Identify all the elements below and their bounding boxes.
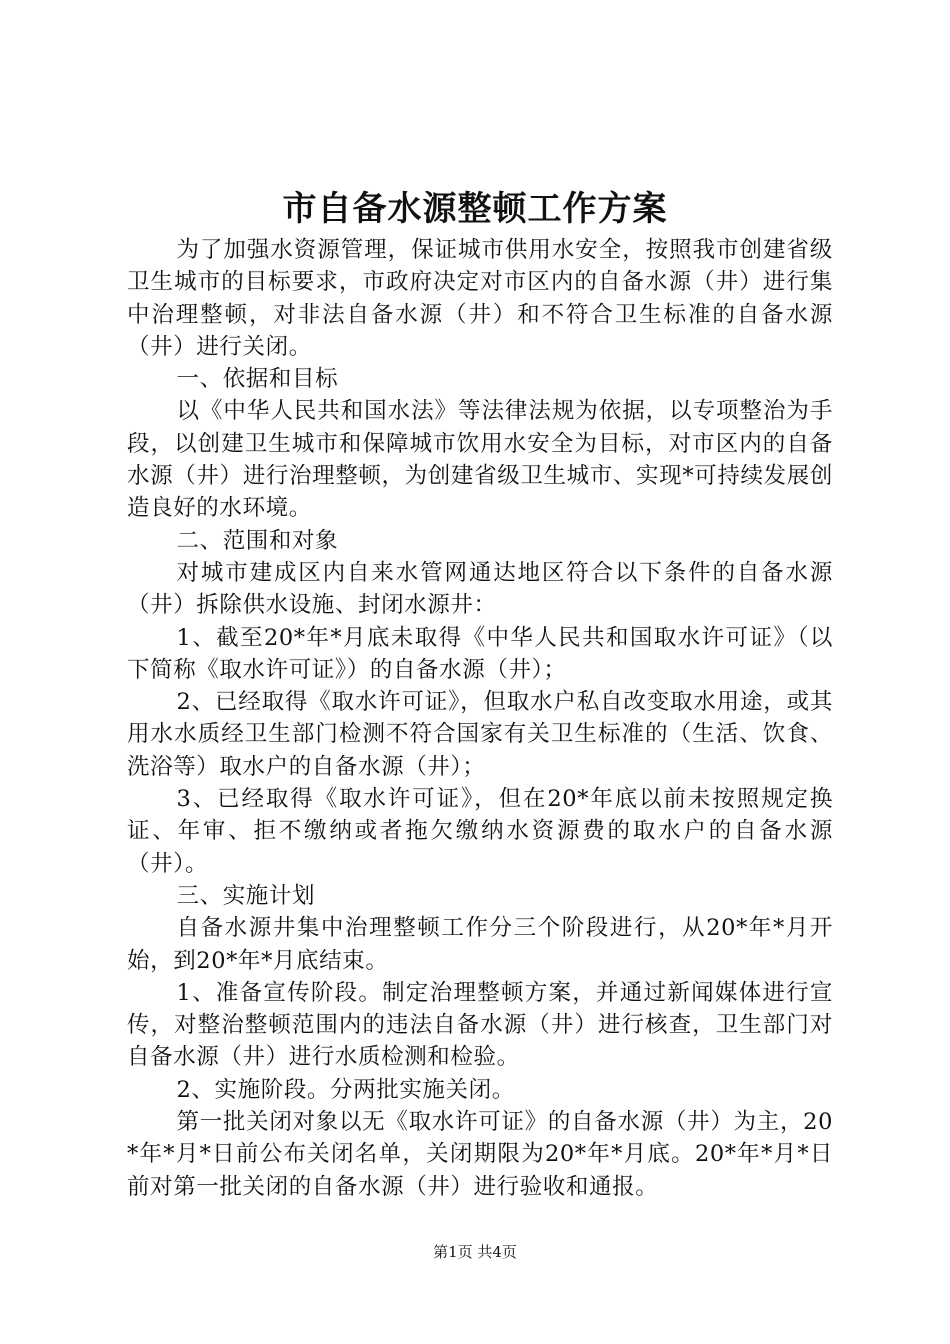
document-title: 市自备水源整顿工作方案 <box>282 189 668 229</box>
list-item-plan-2: 2、实施阶段。分两批实施关闭。 <box>176 1076 515 1103</box>
list-item-scope-2: 2、已经取得《取水许可证》，但取水户私自改变取水用途，或其用水水质经卫生部门检测不符合国家有关卫生标准的（生活、饮食、洗浴等）取水户的自备水源（井）； <box>127 689 833 780</box>
section-heading-basis: 一、依据和目标 <box>176 366 339 393</box>
page-footer: 第1页 共4页 <box>433 1243 517 1261</box>
paragraph-scope: 对城市建成区内自来水管网通达地区符合以下条件的自备水源（井）拆除供水设施、封闭水源井： <box>127 559 833 619</box>
list-item-scope-3: 3、已经取得《取水许可证》，但在20*年底以前未按照规定换证、年审、拒不缴纳或者拖欠缴纳水资源费的取水户的自备水源（井）。 <box>127 786 833 877</box>
list-item-plan-1: 1、准备宣传阶段。制定治理整顿方案，并通过新闻媒体进行宣传，对整治整顿范围内的违法自备水源（井）进行核查，卫生部门对自备水源（井）进行水质检测和检验。 <box>127 979 833 1071</box>
section-heading-plan: 三、实施计划 <box>176 882 316 909</box>
paragraph-first-batch: 第一批关闭对象以无《取水许可证》的自备水源（井）为主，20*年*月*日前公布关闭名单，关闭期限为20*年*月底。20*年*月*日前对第一批关闭的自备水源（井）进行验收和通报。 <box>127 1109 833 1200</box>
paragraph-plan: 自备水源井集中治理整顿工作分三个阶段进行，从20*年*月开始，到20*年*月底结束。 <box>127 915 833 974</box>
list-item-scope-1: 1、截至20*年*月底未取得《中华人民共和国取水许可证》（以下简称《取水许可证》）的自备水源（井）； <box>127 624 833 683</box>
section-heading-scope: 二、范围和对象 <box>176 527 339 554</box>
paragraph-intro: 为了加强水资源管理，保证城市供用水安全，按照我市创建省级卫生城市的目标要求，市政府决定对市区内的自备水源（井）进行集中治理整顿，对非法自备水源（井）和不符合卫生标准的自备水源（井）进行关闭。 <box>127 237 833 360</box>
paragraph-basis: 以《中华人民共和国水法》等法律法规为依据，以专项整治为手段，以创建卫生城市和保障城市饮用水安全为目标，对市区内的自备水源（井）进行治理整顿，为创建省级卫生城市、实现*可持续发展创造良好的水环境。 <box>127 398 833 522</box>
document-body <box>127 234 833 1203</box>
